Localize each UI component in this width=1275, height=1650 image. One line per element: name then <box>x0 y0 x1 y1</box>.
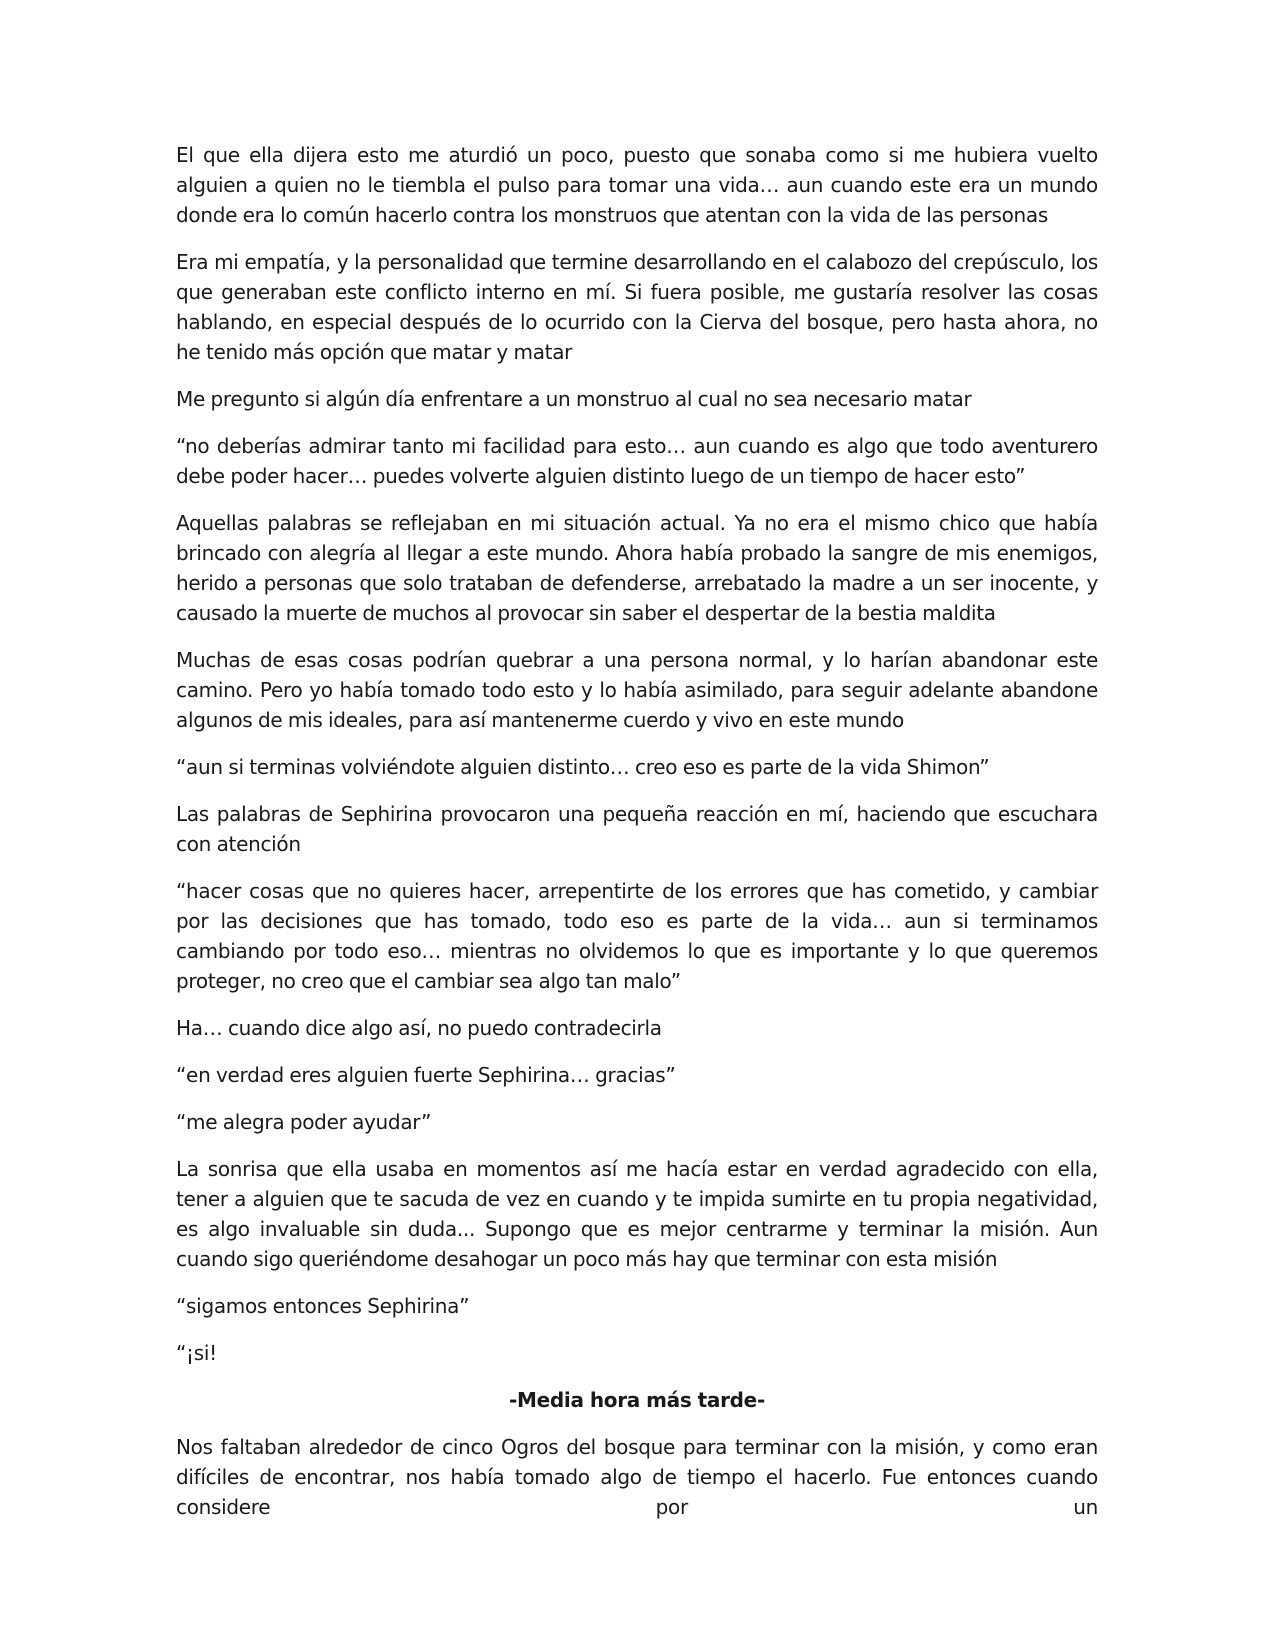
paragraph: Las palabras de Sephirina provocaron una pequeña reacción en mí, haciendo que escuchara con atención <box>176 802 1098 856</box>
section-heading: -Media hora más tarde- <box>509 1388 765 1412</box>
paragraph: Era mi empatía, y la personalidad que termine desarrollando en el calabozo del crepúsculo, los que generaban este conflicto interno en mí. Si fuera posible, me gustaría resolver las cosas hablando, en especial después de lo ocurrido con la Cierva del bosque, pero hasta ahora, no he tenido más opción que matar y matar <box>176 250 1098 364</box>
paragraph: La sonrisa que ella usaba en momentos así me hacía estar en verdad agradecido con ella, tener a alguien que te sacuda de vez en cuando y te impida sumirte en tu propia negatividad, es algo invaluable sin duda... Supongo que es mejor centrarme y terminar la misión. Aun cuando sigo queriéndome desahogar un poco más hay que terminar con esta misión <box>176 1157 1098 1271</box>
paragraph: El que ella dijera esto me aturdió un poco, puesto que sonaba como si me hubiera vuelto alguien a quien no le tiembla el pulso para tomar una vida… aun cuando este era un mundo donde era lo común hacerlo contra los monstruos que atentan con la vida de las personas <box>176 143 1098 227</box>
document-body <box>176 140 1098 1539</box>
dialogue-paragraph: “¡si! <box>176 1341 217 1365</box>
dialogue-paragraph: “hacer cosas que no quieres hacer, arrepentirte de los errores que has cometido, y cambiar por las decisiones que has tomado, todo eso es parte de la vida… aun si terminamos cambiando por todo eso… mientras no olvidemos lo que es importante y lo que queremos proteger, no creo que el cambiar sea algo tan malo” <box>176 879 1098 993</box>
dialogue-paragraph: “aun si terminas volviéndote alguien distinto… creo eso es parte de la vida Shimon” <box>176 755 990 779</box>
paragraph: Muchas de esas cosas podrían quebrar a una persona normal, y lo harían abandonar este camino. Pero yo había tomado todo esto y lo había asimilado, para seguir adelante abandone algunos de mis ideales, para así mantenerme cuerdo y vivo en este mundo <box>176 648 1098 732</box>
closing-paragraph: Nos faltaban alrededor de cinco Ogros del bosque para terminar con la misión, y como eran difíciles de encontrar, nos había tomado algo de tiempo el hacerlo. Fue entonces cuando considere por un <box>176 1435 1098 1519</box>
paragraph: Ha… cuando dice algo así, no puedo contradecirla <box>176 1016 662 1040</box>
paragraph: Aquellas palabras se reflejaban en mi situación actual. Ya no era el mismo chico que había brincado con alegría al llegar a este mundo. Ahora había probado la sangre de mis enemigos, herido a personas que solo trataban de defenderse, arrebatado la madre a un ser inocente, y causado la muerte de muchos al provocar sin saber el despertar de la bestia maldita <box>176 511 1098 625</box>
dialogue-paragraph: “me alegra poder ayudar” <box>176 1110 432 1134</box>
dialogue-paragraph: “sigamos entonces Sephirina” <box>176 1294 470 1318</box>
paragraph: Me pregunto si algún día enfrentare a un monstruo al cual no sea necesario matar <box>176 387 972 411</box>
dialogue-paragraph: “no deberías admirar tanto mi facilidad para esto… aun cuando es algo que todo aventurero debe poder hacer… puedes volverte alguien distinto luego de un tiempo de hacer esto” <box>176 434 1098 488</box>
dialogue-paragraph: “en verdad eres alguien fuerte Sephirina… gracias” <box>176 1063 676 1087</box>
